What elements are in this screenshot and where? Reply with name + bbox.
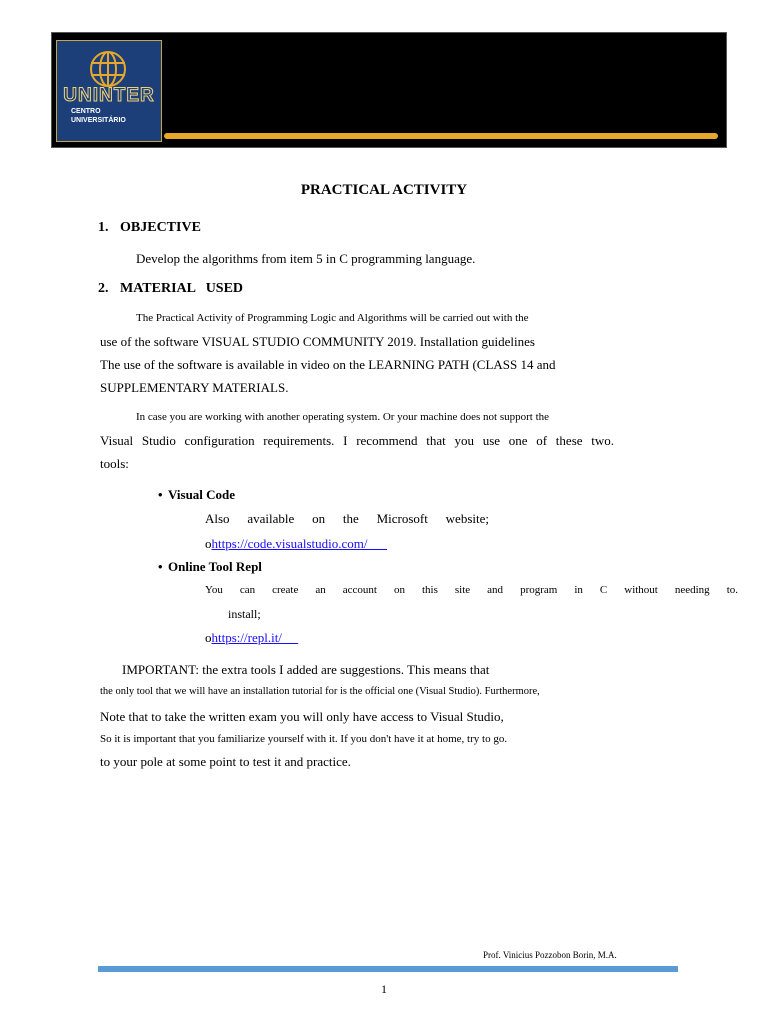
footer-divider xyxy=(98,966,678,972)
objective-text: Develop the algorithms from item 5 in C programming language. xyxy=(136,251,476,266)
alt-line: In case you are working with another operating system. Or your machine does not support the xyxy=(136,411,550,423)
uninter-logo xyxy=(56,40,162,142)
alt-line: tools: xyxy=(100,456,129,471)
important-line: Note that to take the written exam you will only have access to Visual Studio, xyxy=(100,709,504,724)
repl-link[interactable]: https://repl.it/ xyxy=(211,630,282,645)
tool-name-repl: Online Tool Repl xyxy=(168,559,262,574)
section-number: 2. xyxy=(98,281,109,296)
tool-name-visual-code: Visual Code xyxy=(168,487,236,502)
section-heading-material: MATERIAL USED xyxy=(120,281,244,296)
important-line: the only tool that we will have an installation tutorial for is the official one (Visual Studio). Furthermore, xyxy=(100,686,540,697)
important-line: to your pole at some point to test it and practice. xyxy=(100,754,351,769)
page-number: 1 xyxy=(381,982,387,996)
tool-link-row xyxy=(205,536,387,552)
link-underline-tail xyxy=(368,536,388,551)
logo-sub-line: CENTRO xyxy=(71,108,101,115)
bullet-icon: • xyxy=(158,487,163,502)
material-line: The use of the software is available in video on the LEARNING PATH (CLASS 14 and xyxy=(100,357,556,372)
tool-link-row xyxy=(205,630,298,646)
important-line: So it is important that you familiarize yourself with it. If you don't have it at home, try to go. xyxy=(100,733,508,745)
tool-desc: Also available on the Microsoft website; xyxy=(205,511,489,526)
globe-icon xyxy=(83,49,133,89)
logo-subtitle xyxy=(71,107,126,125)
header-gold-bar xyxy=(164,133,718,139)
visual-code-link[interactable]: https://code.visualstudio.com/ xyxy=(211,536,368,551)
header-banner xyxy=(51,32,727,148)
important-line: IMPORTANT: the extra tools I added are suggestions. This means that xyxy=(122,662,490,677)
bullet-icon: • xyxy=(158,559,163,574)
link-prefix: o xyxy=(205,630,212,645)
link-underline-tail xyxy=(282,630,298,645)
material-line: SUPPLEMENTARY MATERIALS. xyxy=(100,380,289,395)
section-heading-objective: OBJECTIVE xyxy=(120,220,201,235)
page-title: PRACTICAL ACTIVITY xyxy=(300,182,468,198)
logo-wordmark: UNINTER xyxy=(63,85,155,106)
logo-sub-line: UNIVERSITÁRIO xyxy=(71,117,126,124)
footer-author: Prof. Vinicius Pozzobon Borin, M.A. xyxy=(483,950,617,960)
material-line: use of the software VISUAL STUDIO COMMUNITY 2019. Installation guidelines xyxy=(100,334,535,349)
alt-line: Visual Studio configuration requirements. I recommend that you use one of these two. xyxy=(100,433,614,448)
section-number: 1. xyxy=(98,220,109,235)
tool-desc: You can create an account on this site and program in C without needing to. xyxy=(205,584,738,596)
tool-desc: install; xyxy=(228,607,261,621)
link-prefix: o xyxy=(205,536,212,551)
material-line: The Practical Activity of Programming Logic and Algorithms will be carried out with the xyxy=(136,312,529,324)
